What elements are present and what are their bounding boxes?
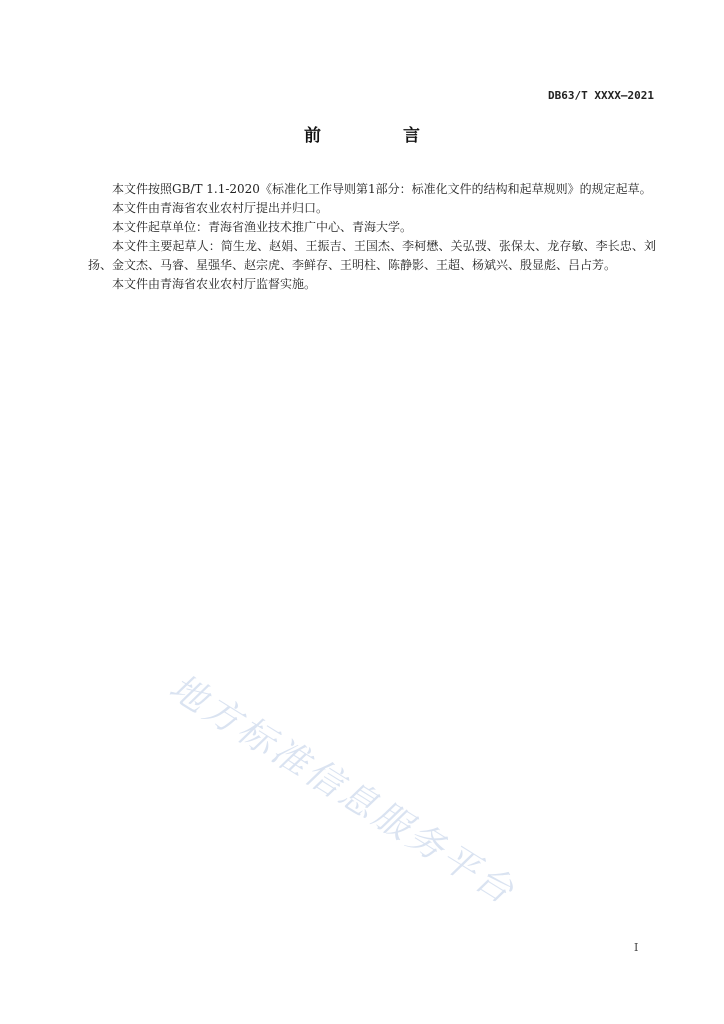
watermark: 地方标准信息服务平台 [162,666,523,914]
page-title: 前 言 [304,126,458,146]
paragraph-drafting-basis: 本文件按照GB/T 1.1-2020《标准化工作导则第1部分：标准化文件的结构和起草规则》的规定起草。 [112,182,652,196]
paragraph-drafters: 本文件主要起草人：简生龙、赵娟、王振吉、王国杰、李柯懋、关弘弢、张保太、龙存敏、李长忠、刘扬、金文杰、马睿、星强华、赵宗虎、李鲜存、王明柱、陈静影、王超、杨斌兴、殷显彪、吕占芳。 [88,239,656,272]
paragraph-proposer: 本文件由青海省农业农村厅提出并归口。 [112,201,329,215]
paragraph-drafting-units: 本文件起草单位：青海省渔业技术推广中心、青海大学。 [112,220,413,234]
page-number: I [634,941,639,954]
document-body [88,180,656,294]
document-code: DB63/T XXXX—2021 [548,89,654,102]
paragraph-supervision: 本文件由青海省农业农村厅监督实施。 [112,277,317,291]
